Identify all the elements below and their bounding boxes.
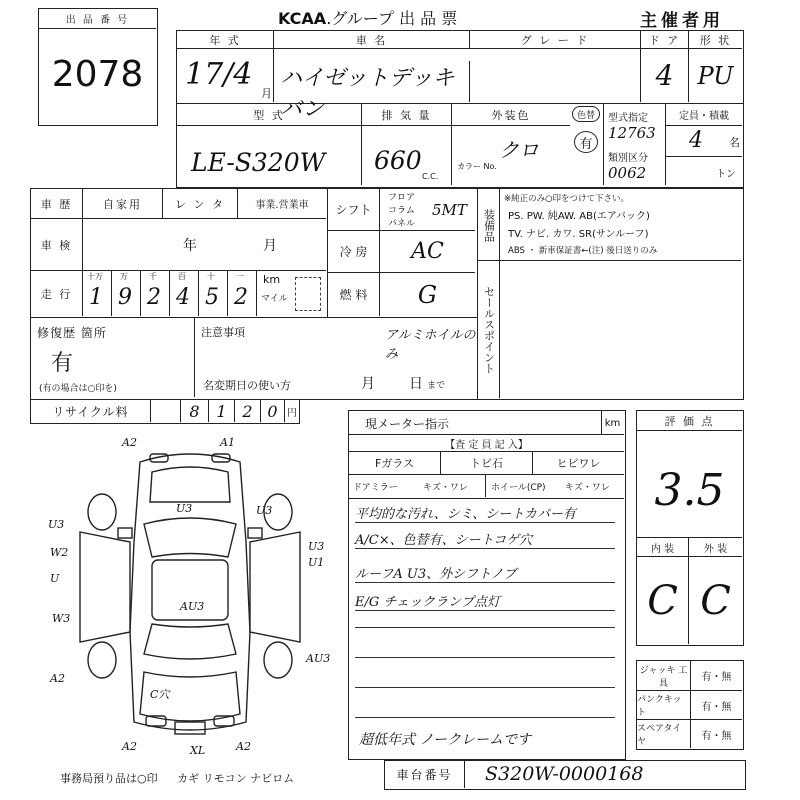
type-designation-value: 12763 (608, 124, 656, 142)
wheel-rear-left (88, 642, 116, 678)
ton-unit: トン (716, 169, 736, 180)
displacement-cell (362, 126, 452, 185)
recycle-digit: 0 (261, 400, 285, 422)
damage-mark: U3 (256, 504, 273, 517)
damage-mark: W3 (52, 612, 71, 625)
recycle-block (30, 400, 300, 424)
puncture-opts[interactable]: 有・無 (691, 691, 742, 720)
doors-label: ド ア (641, 31, 689, 49)
damage-mark: A2 (122, 436, 137, 449)
fglass-label: Fガラス (349, 452, 441, 474)
damage-mark: U (50, 572, 60, 585)
equipment-row-2: TV. ナビ. カワ. SR(サンルーフ) (508, 229, 649, 240)
mileage-digits (83, 271, 326, 316)
cc-unit: C.C. (422, 172, 439, 181)
damage-mark: AU3 (306, 652, 331, 665)
model-value: LE-S320W (177, 126, 362, 185)
grade-value (470, 49, 641, 102)
mileage-digit: 2 (147, 285, 161, 310)
repair-block (30, 318, 478, 400)
recycle-digit: 2 (235, 400, 261, 422)
right-side-panel (250, 532, 300, 642)
notes-cell (195, 318, 476, 397)
mileage-digit: 1 (89, 285, 103, 310)
mileage-digit: 9 (118, 285, 132, 310)
lot-number-box (38, 8, 158, 126)
notes-label: 注意事項 (201, 326, 245, 339)
sales-point-label: セールスポイント (478, 261, 500, 398)
vehicle-row-2 (176, 104, 744, 188)
shift-label: シフト (328, 189, 380, 231)
chassis-label: 車台番号 (385, 761, 465, 788)
expiry-label: 名変期日の使い方 (203, 379, 291, 392)
commercial: 事業.営業車 (238, 189, 326, 219)
grade-label: 評 価 点 (637, 411, 742, 431)
interior-value: C (637, 557, 689, 644)
car-body-outline (130, 454, 250, 730)
inspection-label: 車 検 (31, 219, 83, 271)
glass-row (349, 451, 624, 475)
spare-label: スペアタイヤ (637, 720, 691, 748)
mirror-right (248, 528, 262, 538)
equipment-block (478, 188, 744, 400)
color-change-cell (570, 104, 604, 185)
damage-mark: XL (190, 744, 206, 757)
door-mirror-opts: キズ・ワレ (423, 483, 468, 493)
meter-label: 現メーター指示 (365, 417, 450, 431)
inspection-month: 月 (263, 238, 277, 254)
category-value: 0062 (608, 164, 647, 182)
damage-mark: W2 (50, 546, 69, 559)
inspector-comment: ルーフA U3、外シフトノブ (355, 563, 615, 583)
page-title (278, 6, 538, 28)
shift-panel: パネル (388, 219, 416, 229)
damage-mark: C穴 (150, 688, 170, 701)
mile-unit: マイル (261, 294, 288, 304)
damage-marks (48, 436, 330, 757)
recycle-unit: 円 (287, 407, 297, 419)
repair-note: (有の場合は○印を) (39, 384, 117, 394)
notes-value: アルミホイルのみ (385, 328, 476, 362)
damage-mark: U3 (308, 540, 325, 553)
jack-label: ジャッキ 工 具 (637, 661, 691, 691)
color-change-label: 色替 (572, 106, 600, 122)
mile-checkbox[interactable] (295, 277, 321, 311)
wheel-label: ホイール(CP) (491, 483, 546, 493)
displacement-value: 660 (374, 146, 422, 175)
history-block (30, 188, 328, 318)
month-suffix: 月 (261, 87, 272, 100)
rear-window (144, 624, 236, 659)
damage-mark: AU3 (180, 600, 205, 613)
expiry-suffix: まで (427, 381, 446, 391)
inspector-label: 【査 定 員 記 入】 (445, 439, 528, 451)
exterior-label: 外 装 (689, 537, 742, 557)
recycle-label: リサイクル料 (31, 400, 151, 422)
mileage-label: 走 行 (31, 271, 83, 316)
ac-value: AC (380, 231, 475, 273)
inspector-bottom-comment: 超低年式 ノークレームです (359, 732, 532, 748)
digit-header: 百 (178, 272, 186, 281)
mileage-digit: 5 (205, 285, 219, 310)
damage-mark: U3 (48, 518, 65, 531)
history-label: 車 歴 (31, 189, 83, 219)
car-roof (150, 467, 230, 502)
color-no-label: カラー No. (457, 162, 497, 171)
equipment-row-3: ABS ・ 新車保証書←(注) 後日送りのみ (508, 246, 658, 256)
recycle-digit: 1 (209, 400, 235, 422)
inspector-block (348, 410, 626, 760)
capacity-label: 定員・積載 (666, 104, 742, 126)
inspection-year: 年 (183, 238, 197, 254)
rear-plate (175, 722, 205, 734)
shift-value: 5MT (432, 201, 467, 219)
shift-column: コラム (388, 206, 415, 216)
inspection-cell (83, 219, 326, 271)
expiry-month: 月 (361, 376, 375, 392)
rental: レ ン タ (163, 189, 238, 219)
title-text: .グループ 出 品 票 (326, 9, 458, 28)
fuel-value: G (417, 280, 438, 309)
chassis-value: S320W-0000168 (485, 763, 644, 785)
office-items-note (60, 770, 294, 786)
ton-row (666, 156, 742, 185)
inspector-comment: A/C×、色替有、シートコゲ穴 (355, 529, 615, 549)
puncture-label: パンクキット (637, 691, 691, 720)
year-label: 年 式 (177, 31, 274, 49)
windshield (144, 518, 236, 557)
lot-number-label: 出 品 番 号 (39, 9, 156, 29)
doors-value: 4 (641, 49, 689, 102)
grade-score: 3.5 (654, 464, 725, 516)
equipment-label: 装備品 (478, 189, 500, 261)
tools-block (636, 660, 744, 750)
shape-value: PU (697, 61, 734, 90)
left-side-panel (80, 532, 130, 642)
damage-mark: U3 (176, 502, 193, 515)
recycle-digit: 8 (181, 400, 209, 422)
office-note: 事務局預り品は○印 (60, 772, 158, 785)
grade-label: グ レ ー ド (470, 31, 641, 49)
sales-point-area[interactable] (500, 261, 741, 398)
wheel-rear-right (264, 642, 292, 678)
exterior-value: C (700, 577, 731, 624)
spare-opts[interactable]: 有・無 (701, 730, 732, 742)
repair-cell (31, 318, 195, 397)
chassis-block (384, 760, 746, 790)
exterior-color-value: クロ (499, 138, 539, 162)
crack-label: ヒビワレ (556, 457, 601, 470)
door-mirror-label: ドアミラー (353, 483, 398, 493)
type-designation-cell (604, 104, 666, 185)
inspector-comment: E/G チェックランプ点灯 (355, 591, 615, 611)
wheel-front-left (88, 494, 116, 530)
car-name-label: 車 名 (274, 31, 470, 49)
specs-block (328, 188, 478, 318)
brand-logo: KCAA (278, 9, 327, 28)
meter-unit: km (601, 411, 623, 435)
equipment-row-1: PS. PW. 純AW. AB(エアバック) (508, 211, 650, 222)
km-unit: km (263, 273, 281, 286)
type-designation-label: 型式指定 (608, 113, 648, 124)
damage-mark: A2 (50, 672, 65, 685)
inspector-comment: 平均的な汚れ、シミ、シートカバー有 (355, 503, 615, 523)
lot-number-value: 2078 (51, 53, 144, 95)
damage-mark: U1 (308, 556, 325, 569)
shape-label: 形 状 (689, 31, 742, 49)
mileage-digit: 2 (234, 285, 248, 310)
displacement-label: 排 気 量 (362, 104, 452, 126)
digit-header: 十万 (87, 272, 103, 281)
exterior-color-label: 外装色 (452, 104, 570, 126)
shift-cell (380, 189, 475, 231)
damage-mark: A2 (236, 740, 251, 753)
model-label: 型 式 (177, 104, 362, 126)
shift-floor: フロア (388, 193, 416, 203)
ac-label: 冷 房 (328, 231, 380, 273)
digit-header: 千 (149, 272, 157, 281)
jack-opts[interactable]: 有・無 (691, 661, 742, 691)
interior-label: 内 装 (637, 537, 689, 557)
chip-label: トビ石 (441, 452, 533, 474)
damage-mark: A1 (220, 436, 235, 449)
digit-header: 一 (236, 272, 244, 281)
car-damage-diagram (40, 432, 340, 762)
expiry-day: 日 (409, 376, 423, 392)
repair-value: 有 (51, 351, 74, 376)
mirror-left (118, 528, 132, 538)
meter-row (349, 411, 624, 435)
fuel-label: 燃 料 (328, 273, 380, 316)
organizer-label: 主催者用 (640, 11, 724, 31)
office-items: カギ リモコン ナビロム (177, 772, 295, 785)
color-change-mark: 有 (574, 131, 598, 153)
mileage-digit: 4 (176, 285, 190, 310)
wheel-opts: キズ・ワレ (565, 483, 610, 493)
private-use: 自家用 (83, 189, 163, 219)
grade-block (636, 410, 744, 646)
mirror-row (349, 475, 624, 499)
digit-header: 万 (120, 272, 128, 281)
year-value: 17/4 (185, 57, 253, 92)
year-cell (177, 49, 274, 102)
car-name-value: ハイゼットデッキバン (274, 61, 470, 102)
damage-mark: A2 (122, 740, 137, 753)
repair-label: 修復歴 箇所 (37, 326, 107, 340)
capacity-unit: 名 (729, 136, 740, 149)
category-label: 類別区分 (608, 153, 648, 164)
equipment-note: ※純正のみ○印をつけて下さい。 (504, 194, 630, 204)
capacity-value: 4 (689, 128, 703, 153)
equipment-row (478, 189, 741, 261)
digit-header: 十 (207, 272, 215, 281)
